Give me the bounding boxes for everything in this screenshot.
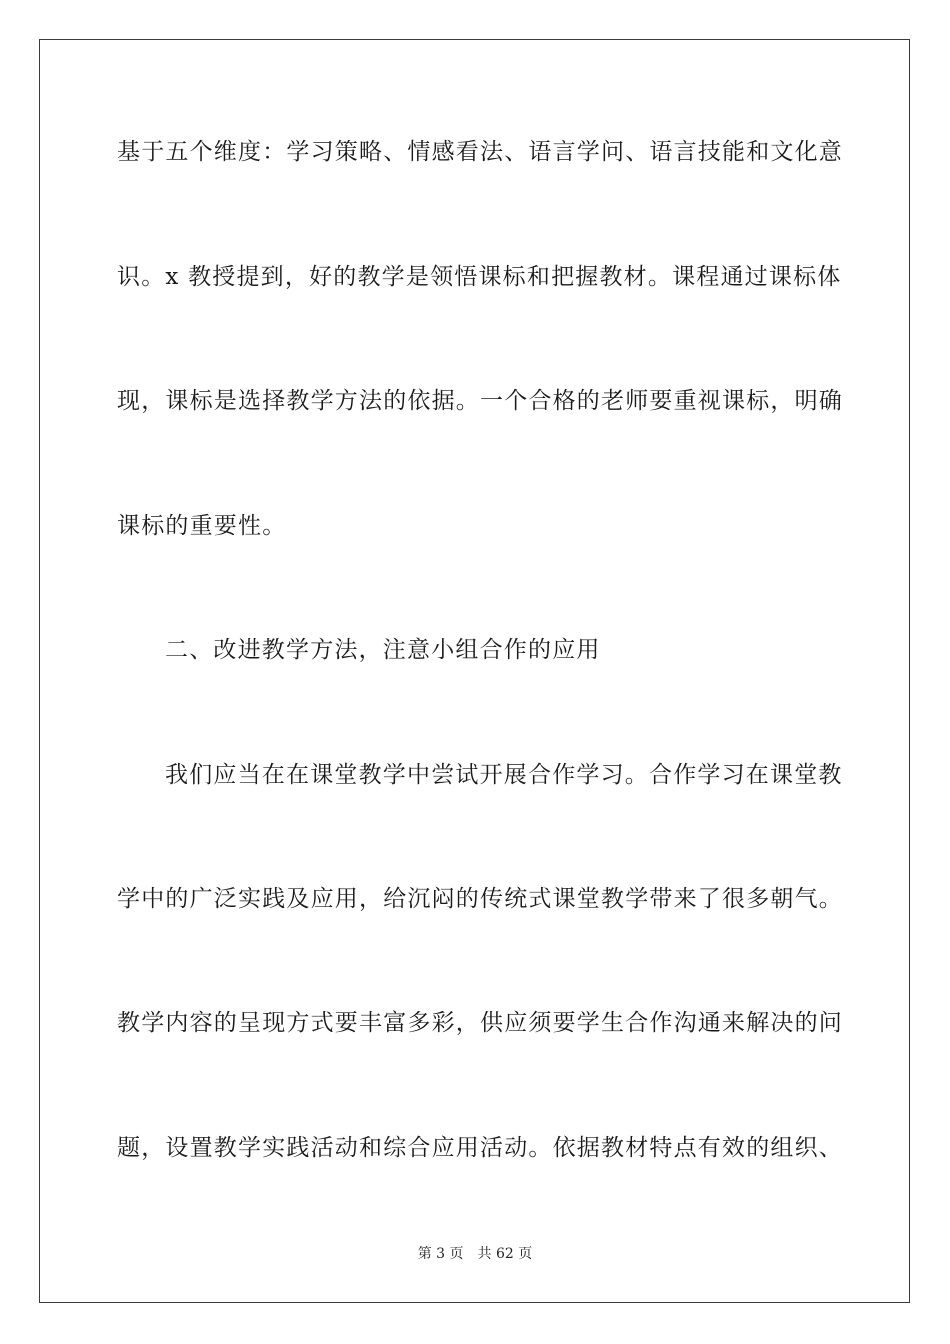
page-border xyxy=(39,39,910,1303)
page-number: 第 3 页 xyxy=(417,1246,464,1262)
body-text-line: 现，课标是选择教学方法的依据。一个合格的老师要重视课标，明确 xyxy=(117,388,843,414)
section-heading: 二、改进教学方法，注意小组合作的应用 xyxy=(165,637,601,663)
body-text-line: 学中的广泛实践及应用，给沉闷的传统式课堂教学带来了很多朝气。 xyxy=(117,886,843,912)
body-text-line: 课标的重要性。 xyxy=(117,513,287,539)
total-pages: 共 62 页 xyxy=(477,1246,533,1262)
body-text-line: 教学内容的呈现方式要丰富多彩，供应须要学生合作沟通来解决的问 xyxy=(117,1010,843,1036)
body-text-line: 识。x 教授提到，好的教学是领悟课标和把握教材。课程通过课标体 xyxy=(117,264,842,290)
body-text-line: 题，设置教学实践活动和综合应用活动。依据教材特点有效的组织、 xyxy=(117,1135,843,1161)
body-text-line: 我们应当在在课堂教学中尝试开展合作学习。合作学习在课堂教 xyxy=(165,762,843,788)
page-footer xyxy=(0,1245,950,1263)
body-text-line: 基于五个维度：学习策略、情感看法、语言学问、语言技能和文化意 xyxy=(117,139,843,165)
